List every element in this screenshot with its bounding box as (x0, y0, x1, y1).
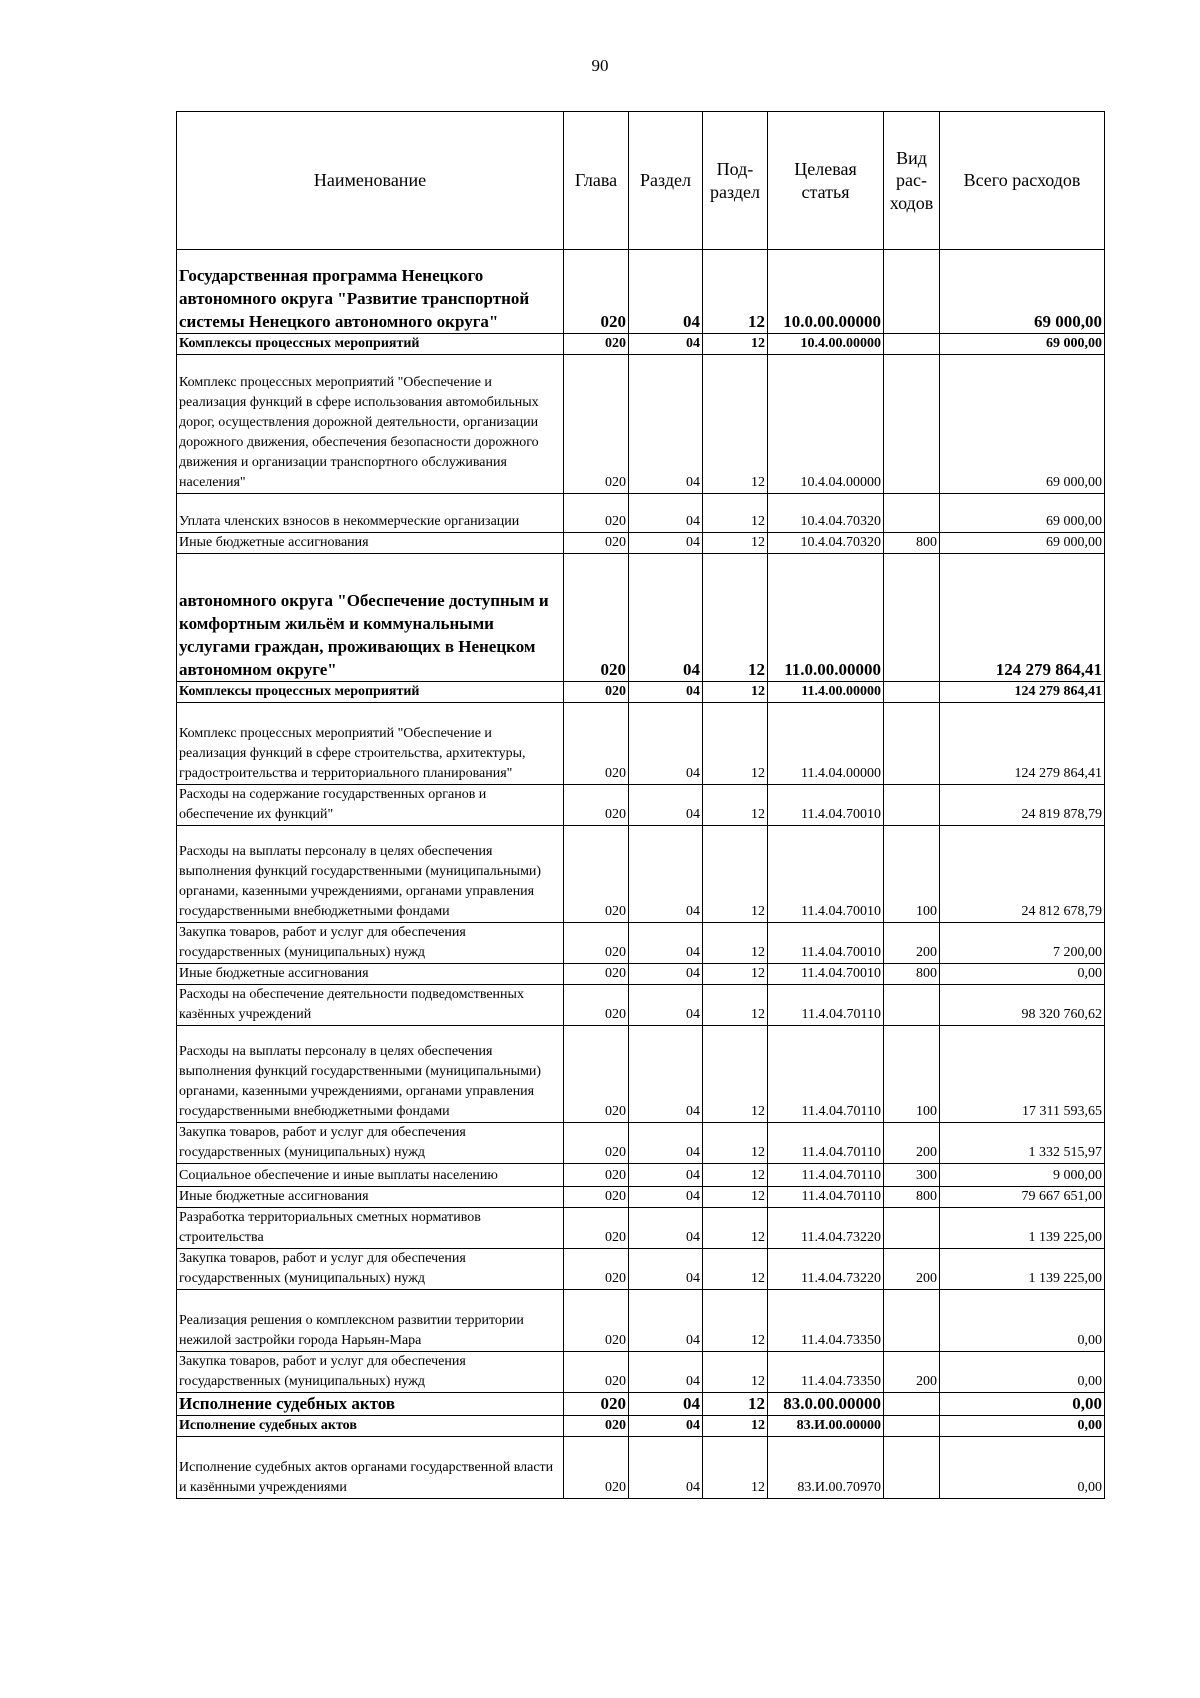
row-glava: 020 (564, 1290, 629, 1352)
row-razdel: 04 (629, 1208, 703, 1249)
row-celevaya-statya: 11.4.04.70110 (768, 1026, 884, 1123)
row-glava: 020 (564, 1437, 629, 1499)
header-celevaya-statya: Целевая статья (768, 112, 884, 250)
row-glava: 020 (564, 1249, 629, 1290)
table-row (177, 355, 1105, 494)
table-row (177, 533, 1105, 554)
row-celevaya-statya: 11.4.04.73350 (768, 1352, 884, 1393)
row-name: Иные бюджетные ассигнования (177, 1187, 564, 1208)
row-total: 79 667 651,00 (940, 1187, 1105, 1208)
row-total: 124 279 864,41 (940, 682, 1105, 703)
row-vid-rashodov: 800 (884, 964, 940, 985)
row-name: Расходы на обеспечение деятельности подведомственных казённых учреждений (177, 985, 564, 1026)
row-glava: 020 (564, 554, 629, 682)
row-vid-rashodov: 100 (884, 826, 940, 923)
row-celevaya-statya: 83.0.00.00000 (768, 1393, 884, 1416)
row-celevaya-statya: 11.4.04.70110 (768, 1123, 884, 1164)
row-razdel: 04 (629, 533, 703, 554)
table-row (177, 554, 1105, 682)
table-row (177, 1416, 1105, 1437)
row-total: 0,00 (940, 1352, 1105, 1393)
table-row (177, 1164, 1105, 1187)
row-razdel: 04 (629, 1352, 703, 1393)
row-total: 7 200,00 (940, 923, 1105, 964)
row-vid-rashodov: 200 (884, 923, 940, 964)
row-glava: 020 (564, 1026, 629, 1123)
row-total: 1 332 515,97 (940, 1123, 1105, 1164)
row-razdel: 04 (629, 355, 703, 494)
row-celevaya-statya: 11.4.04.70010 (768, 785, 884, 826)
table-header-row (177, 112, 1105, 250)
row-celevaya-statya: 11.4.04.00000 (768, 703, 884, 785)
row-razdel: 04 (629, 1416, 703, 1437)
row-celevaya-statya: 10.4.00.00000 (768, 334, 884, 355)
row-total: 124 279 864,41 (940, 703, 1105, 785)
row-vid-rashodov: 200 (884, 1249, 940, 1290)
row-name: Социальное обеспечение и иные выплаты населению (177, 1164, 564, 1187)
row-celevaya-statya: 83.И.00.00000 (768, 1416, 884, 1437)
row-podrazdel: 12 (703, 1290, 768, 1352)
row-name: Закупка товаров, работ и услуг для обеспечения государственных (муниципальных) нужд (177, 1123, 564, 1164)
row-total: 69 000,00 (940, 355, 1105, 494)
table-row (177, 1187, 1105, 1208)
row-celevaya-statya: 11.4.04.73220 (768, 1249, 884, 1290)
row-name: Комплекс процессных мероприятий "Обеспечение и реализация функций в сфере строительства, архитектуры, градостроительства и территориального планирования" (177, 703, 564, 785)
row-razdel: 04 (629, 554, 703, 682)
row-glava: 020 (564, 250, 629, 334)
table-row (177, 682, 1105, 703)
row-total: 0,00 (940, 1437, 1105, 1499)
row-podrazdel: 12 (703, 1208, 768, 1249)
row-total: 0,00 (940, 964, 1105, 985)
row-total: 124 279 864,41 (940, 554, 1105, 682)
row-razdel: 04 (629, 250, 703, 334)
row-glava: 020 (564, 334, 629, 355)
table-row (177, 703, 1105, 785)
row-vid-rashodov (884, 250, 940, 334)
row-vid-rashodov (884, 682, 940, 703)
row-razdel: 04 (629, 985, 703, 1026)
row-total: 24 819 878,79 (940, 785, 1105, 826)
row-razdel: 04 (629, 1187, 703, 1208)
row-total: 69 000,00 (940, 533, 1105, 554)
row-name: Комплексы процессных мероприятий (177, 682, 564, 703)
row-celevaya-statya: 11.4.04.70010 (768, 964, 884, 985)
row-podrazdel: 12 (703, 1249, 768, 1290)
budget-table (176, 111, 1105, 1499)
row-razdel: 04 (629, 1393, 703, 1416)
row-razdel: 04 (629, 682, 703, 703)
row-celevaya-statya: 11.4.04.70110 (768, 1187, 884, 1208)
row-name: Разработка территориальных сметных нормативов строительства (177, 1208, 564, 1249)
row-podrazdel: 12 (703, 554, 768, 682)
row-celevaya-statya: 10.4.04.00000 (768, 355, 884, 494)
row-podrazdel: 12 (703, 682, 768, 703)
row-name: Расходы на содержание государственных органов и обеспечение их функций" (177, 785, 564, 826)
row-celevaya-statya: 11.4.04.73350 (768, 1290, 884, 1352)
row-name: Государственная программа Ненецкого автономного округа "Развитие транспортной системы Ненецкого автономного округа" (177, 250, 564, 334)
row-glava: 020 (564, 923, 629, 964)
row-name: Закупка товаров, работ и услуг для обеспечения государственных (муниципальных) нужд (177, 1249, 564, 1290)
row-podrazdel: 12 (703, 1026, 768, 1123)
row-razdel: 04 (629, 1437, 703, 1499)
row-razdel: 04 (629, 1290, 703, 1352)
row-name: Исполнение судебных актов (177, 1393, 564, 1416)
row-total: 0,00 (940, 1290, 1105, 1352)
row-podrazdel: 12 (703, 1393, 768, 1416)
row-celevaya-statya: 11.4.04.70010 (768, 826, 884, 923)
row-vid-rashodov: 300 (884, 1164, 940, 1187)
row-podrazdel: 12 (703, 1352, 768, 1393)
row-glava: 020 (564, 1123, 629, 1164)
table-row (177, 1123, 1105, 1164)
table-row (177, 964, 1105, 985)
row-glava: 020 (564, 1416, 629, 1437)
table-row (177, 494, 1105, 533)
row-vid-rashodov (884, 334, 940, 355)
row-razdel: 04 (629, 334, 703, 355)
table-row (177, 1208, 1105, 1249)
row-celevaya-statya: 11.4.04.70010 (768, 923, 884, 964)
row-name: автономного округа "Обеспечение доступным и комфортным жильём и коммунальными услугами граждан, проживающих в Ненецком автономном округе" (177, 554, 564, 682)
row-name: Иные бюджетные ассигнования (177, 533, 564, 554)
row-vid-rashodov: 100 (884, 1026, 940, 1123)
row-razdel: 04 (629, 923, 703, 964)
table-row (177, 985, 1105, 1026)
row-vid-rashodov (884, 1437, 940, 1499)
row-glava: 020 (564, 1164, 629, 1187)
row-glava: 020 (564, 1352, 629, 1393)
row-vid-rashodov (884, 1416, 940, 1437)
header-vsego: Всего расходов (940, 112, 1105, 250)
row-podrazdel: 12 (703, 494, 768, 533)
row-podrazdel: 12 (703, 355, 768, 494)
row-razdel: 04 (629, 703, 703, 785)
row-total: 17 311 593,65 (940, 1026, 1105, 1123)
row-glava: 020 (564, 964, 629, 985)
row-name: Комплексы процессных мероприятий (177, 334, 564, 355)
row-podrazdel: 12 (703, 826, 768, 923)
row-celevaya-statya: 11.0.00.00000 (768, 554, 884, 682)
row-name: Уплата членских взносов в некоммерческие организации (177, 494, 564, 533)
row-podrazdel: 12 (703, 1187, 768, 1208)
row-total: 9 000,00 (940, 1164, 1105, 1187)
table-row (177, 1249, 1105, 1290)
row-total: 69 000,00 (940, 250, 1105, 334)
row-name: Реализация решения о комплексном развитии территории нежилой застройки города Нарьян-Мара (177, 1290, 564, 1352)
row-vid-rashodov (884, 703, 940, 785)
row-glava: 020 (564, 533, 629, 554)
row-total: 0,00 (940, 1393, 1105, 1416)
row-razdel: 04 (629, 785, 703, 826)
table-row (177, 334, 1105, 355)
row-vid-rashodov: 200 (884, 1352, 940, 1393)
row-vid-rashodov (884, 1208, 940, 1249)
row-podrazdel: 12 (703, 1164, 768, 1187)
row-vid-rashodov (884, 494, 940, 533)
row-vid-rashodov (884, 985, 940, 1026)
row-podrazdel: 12 (703, 964, 768, 985)
row-podrazdel: 12 (703, 923, 768, 964)
row-celevaya-statya: 83.И.00.70970 (768, 1437, 884, 1499)
row-podrazdel: 12 (703, 250, 768, 334)
row-total: 69 000,00 (940, 494, 1105, 533)
row-glava: 020 (564, 785, 629, 826)
row-total: 24 812 678,79 (940, 826, 1105, 923)
row-name: Исполнение судебных актов (177, 1416, 564, 1437)
row-glava: 020 (564, 682, 629, 703)
page-number: 90 (591, 56, 609, 75)
row-razdel: 04 (629, 964, 703, 985)
table-row (177, 1352, 1105, 1393)
header-razdel: Раздел (629, 112, 703, 250)
table-row (177, 1437, 1105, 1499)
row-podrazdel: 12 (703, 985, 768, 1026)
row-vid-rashodov (884, 785, 940, 826)
header-podrazdel: Под- раздел (703, 112, 768, 250)
table-row (177, 1026, 1105, 1123)
row-total: 0,00 (940, 1416, 1105, 1437)
row-glava: 020 (564, 985, 629, 1026)
row-glava: 020 (564, 1208, 629, 1249)
row-vid-rashodov (884, 355, 940, 494)
row-vid-rashodov (884, 1290, 940, 1352)
row-podrazdel: 12 (703, 334, 768, 355)
row-razdel: 04 (629, 826, 703, 923)
table-row (177, 250, 1105, 334)
table-row (177, 1393, 1105, 1416)
row-podrazdel: 12 (703, 533, 768, 554)
row-vid-rashodov (884, 1393, 940, 1416)
row-vid-rashodov: 800 (884, 533, 940, 554)
row-glava: 020 (564, 494, 629, 533)
row-celevaya-statya: 11.4.04.70110 (768, 985, 884, 1026)
row-celevaya-statya: 11.4.04.70110 (768, 1164, 884, 1187)
row-razdel: 04 (629, 1123, 703, 1164)
table-row (177, 1290, 1105, 1352)
row-podrazdel: 12 (703, 703, 768, 785)
table-row (177, 923, 1105, 964)
row-name: Иные бюджетные ассигнования (177, 964, 564, 985)
row-total: 98 320 760,62 (940, 985, 1105, 1026)
row-total: 1 139 225,00 (940, 1249, 1105, 1290)
row-glava: 020 (564, 1393, 629, 1416)
header-glava: Глава (564, 112, 629, 250)
header-name: Наименование (177, 112, 564, 250)
row-name: Закупка товаров, работ и услуг для обеспечения государственных (муниципальных) нужд (177, 1352, 564, 1393)
row-glava: 020 (564, 703, 629, 785)
row-name: Расходы на выплаты персоналу в целях обеспечения выполнения функций государственными (муниципальными) органами, казенными учреждениями, органами управления государственными внебюджетными фондами (177, 826, 564, 923)
row-glava: 020 (564, 355, 629, 494)
row-name: Закупка товаров, работ и услуг для обеспечения государственных (муниципальных) нужд (177, 923, 564, 964)
row-razdel: 04 (629, 494, 703, 533)
row-vid-rashodov: 200 (884, 1123, 940, 1164)
row-name: Расходы на выплаты персоналу в целях обеспечения выполнения функций государственными (муниципальными) органами, казенными учреждениями, органами управления государственными внебюджетными фондами (177, 1026, 564, 1123)
row-podrazdel: 12 (703, 785, 768, 826)
row-vid-rashodov: 800 (884, 1187, 940, 1208)
row-glava: 020 (564, 1187, 629, 1208)
row-celevaya-statya: 11.4.00.00000 (768, 682, 884, 703)
row-celevaya-statya: 10.0.00.00000 (768, 250, 884, 334)
row-celevaya-statya: 11.4.04.73220 (768, 1208, 884, 1249)
row-total: 1 139 225,00 (940, 1208, 1105, 1249)
row-glava: 020 (564, 826, 629, 923)
row-podrazdel: 12 (703, 1437, 768, 1499)
row-celevaya-statya: 10.4.04.70320 (768, 494, 884, 533)
row-name: Исполнение судебных актов органами государственной власти и казёнными учреждениями (177, 1437, 564, 1499)
table-row (177, 826, 1105, 923)
row-vid-rashodov (884, 554, 940, 682)
row-podrazdel: 12 (703, 1123, 768, 1164)
header-vid-rashodov: Вид рас- ходов (884, 112, 940, 250)
row-celevaya-statya: 10.4.04.70320 (768, 533, 884, 554)
row-razdel: 04 (629, 1164, 703, 1187)
row-total: 69 000,00 (940, 334, 1105, 355)
row-razdel: 04 (629, 1026, 703, 1123)
row-name: Комплекс процессных мероприятий "Обеспечение и реализация функций в сфере использования автомобильных дорог, осуществления дорожной деятельности, организации дорожного движения, обеспечения безопасности дорожного движения и организации транспортного обслуживания населения" (177, 355, 564, 494)
table-row (177, 785, 1105, 826)
row-razdel: 04 (629, 1249, 703, 1290)
row-podrazdel: 12 (703, 1416, 768, 1437)
